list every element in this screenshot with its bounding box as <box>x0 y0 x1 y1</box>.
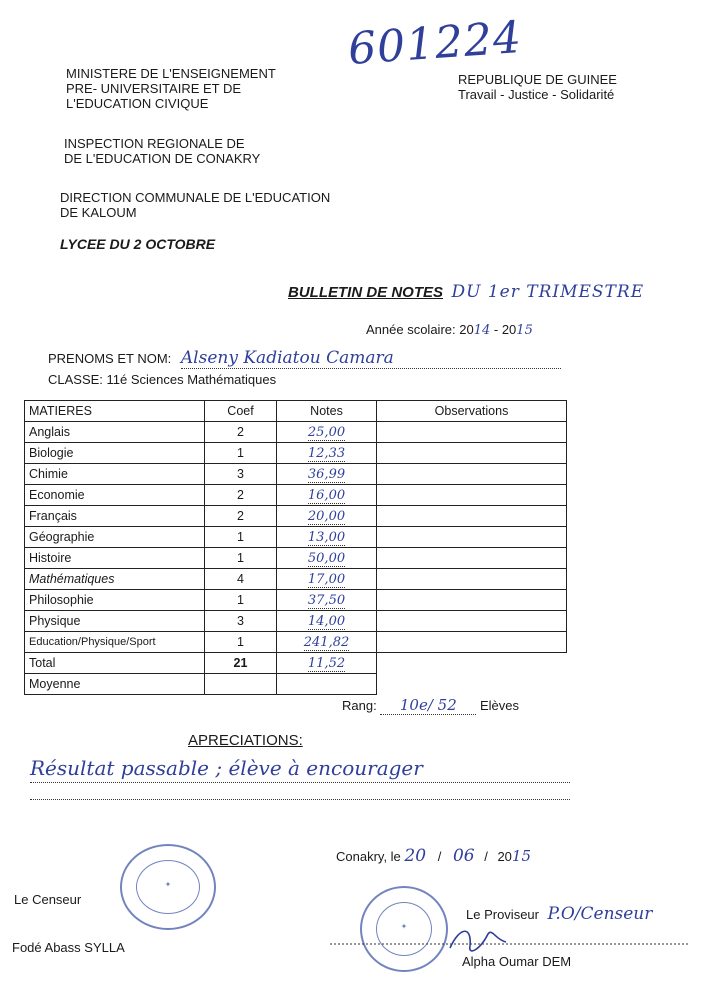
ministry-line-1: MINISTERE DE L'ENSEIGNEMENT <box>66 66 276 81</box>
note-cell: 12,33 <box>277 443 377 464</box>
table-row <box>25 611 567 632</box>
average-coef <box>205 674 277 695</box>
inspection-line-2: DE L'EDUCATION DE CONAKRY <box>64 151 261 166</box>
table-row <box>25 506 567 527</box>
date-month: 06 <box>452 846 475 866</box>
rank-value: 10e/ 52 <box>380 696 476 715</box>
inspection-header <box>64 136 260 166</box>
note-cell: 36,99 <box>277 464 377 485</box>
observation-cell <box>377 632 567 653</box>
proviseur-stamp-icon: ✦ <box>360 886 448 972</box>
header-coef: Coef <box>205 401 277 422</box>
subject-cell: Chimie <box>25 464 205 485</box>
note-cell: 50,00 <box>277 548 377 569</box>
table-row <box>25 569 567 590</box>
republic-header <box>458 72 617 102</box>
student-class: CLASSE: 11é Sciences Mathématiques <box>48 372 277 387</box>
table-row <box>25 590 567 611</box>
observation-cell <box>377 443 567 464</box>
ministry-line-2: PRE- UNIVERSITAIRE ET DE <box>66 81 242 96</box>
subject-cell: Economie <box>25 485 205 506</box>
inspection-line-1: INSPECTION REGIONALE DE <box>64 136 245 151</box>
coef-cell: 1 <box>205 443 277 464</box>
school-year-separator: - 20 <box>493 322 517 337</box>
censeur-stamp-icon: ✦ <box>120 844 216 930</box>
proviseur-name: Alpha Oumar DEM <box>462 954 572 969</box>
total-row <box>25 653 567 674</box>
subject-cell: Philosophie <box>25 590 205 611</box>
observation-cell <box>377 527 567 548</box>
coef-cell: 1 <box>205 548 277 569</box>
coef-cell: 1 <box>205 632 277 653</box>
rank-row <box>342 696 519 715</box>
observation-cell <box>377 569 567 590</box>
subject-cell: Anglais <box>25 422 205 443</box>
school-year-label: Année scolaire: <box>366 322 456 337</box>
appreciations-text: Résultat passable ; élève à encourager <box>30 756 570 783</box>
country-motto: Travail - Justice - Solidarité <box>458 87 615 102</box>
average-row <box>25 674 567 695</box>
date-row: Conakry, le 20 / 06 / 2015 <box>336 846 532 866</box>
rank-label: Rang: <box>342 698 377 713</box>
note-cell: 16,00 <box>277 485 377 506</box>
appreciations-title: APRECIATIONS: <box>188 732 303 749</box>
coef-cell: 2 <box>205 485 277 506</box>
table-row <box>25 527 567 548</box>
school-name: LYCEE DU 2 OCTOBRE <box>60 236 216 252</box>
censeur-name: Fodé Abass SYLLA <box>12 940 125 955</box>
observation-cell <box>377 485 567 506</box>
date-day: 20 <box>404 846 427 866</box>
subject-cell: Histoire <box>25 548 205 569</box>
observation-cell <box>377 590 567 611</box>
rank-suffix: Elèves <box>479 698 519 713</box>
total-label: Total <box>25 653 205 674</box>
coef-cell: 2 <box>205 506 277 527</box>
average-note <box>277 674 377 695</box>
subject-cell: Education/Physique/Sport <box>25 632 205 653</box>
coef-cell: 1 <box>205 527 277 548</box>
school-year <box>366 322 533 338</box>
subject-cell: Français <box>25 506 205 527</box>
student-name-value: Alseny Kadiatou Camara <box>181 348 561 369</box>
note-cell: 13,00 <box>277 527 377 548</box>
bulletin-title-row <box>288 282 644 302</box>
date-place: Conakry, le <box>336 849 401 864</box>
observation-cell <box>377 506 567 527</box>
grades-table <box>24 400 567 695</box>
table-row <box>25 422 567 443</box>
coef-cell: 3 <box>205 611 277 632</box>
coef-cell: 4 <box>205 569 277 590</box>
average-label: Moyenne <box>25 674 205 695</box>
average-observation <box>377 674 567 695</box>
ministry-header <box>66 66 276 111</box>
observation-cell <box>377 611 567 632</box>
header-subject: MATIERES <box>25 401 205 422</box>
header-notes: Notes <box>277 401 377 422</box>
date-year-prefix: 20 <box>497 849 512 864</box>
date-year: 15 <box>511 847 532 865</box>
observation-cell <box>377 548 567 569</box>
total-note: 11,52 <box>277 653 377 674</box>
appreciations-blank-line <box>30 798 570 800</box>
total-coef: 21 <box>205 653 277 674</box>
school-year-start: 14 <box>473 323 491 338</box>
document-number: 601224 <box>346 11 524 76</box>
direction-line-2: DE KALOUM <box>60 205 137 220</box>
subject-cell: Géographie <box>25 527 205 548</box>
note-cell: 14,00 <box>277 611 377 632</box>
observation-cell <box>377 464 567 485</box>
subject-cell: Mathématiques <box>25 569 205 590</box>
coef-cell: 3 <box>205 464 277 485</box>
header-observations: Observations <box>377 401 567 422</box>
grades-header-row <box>25 401 567 422</box>
table-row <box>25 443 567 464</box>
coef-cell: 2 <box>205 422 277 443</box>
coef-cell: 1 <box>205 590 277 611</box>
note-cell: 17,00 <box>277 569 377 590</box>
table-row <box>25 464 567 485</box>
bulletin-title: BULLETIN DE NOTES <box>288 284 444 301</box>
table-row <box>25 548 567 569</box>
subject-cell: Biologie <box>25 443 205 464</box>
bulletin-period: DU 1er TRIMESTRE <box>451 282 645 302</box>
school-year-end: 15 <box>516 323 533 338</box>
student-name-row <box>48 348 561 369</box>
proviseur-label: Le Proviseur <box>466 907 539 922</box>
school-year-prefix: 20 <box>459 322 474 337</box>
total-observation <box>377 653 567 674</box>
student-name-label: PRENOMS ET NOM: <box>48 351 172 366</box>
note-cell: 37,50 <box>277 590 377 611</box>
subject-cell: Physique <box>25 611 205 632</box>
ministry-line-3: L'EDUCATION CIVIQUE <box>66 96 209 111</box>
direction-header <box>60 190 330 220</box>
country-name: REPUBLIQUE DE GUINEE <box>458 72 617 87</box>
direction-line-1: DIRECTION COMMUNALE DE L'EDUCATION <box>60 190 331 205</box>
note-cell: 20,00 <box>277 506 377 527</box>
proviseur-mention: P.O/Censeur <box>547 904 653 924</box>
table-row <box>25 485 567 506</box>
note-cell: 25,00 <box>277 422 377 443</box>
table-row <box>25 632 567 653</box>
censeur-label: Le Censeur <box>14 892 82 907</box>
note-cell: 241,82 <box>277 632 377 653</box>
observation-cell <box>377 422 567 443</box>
